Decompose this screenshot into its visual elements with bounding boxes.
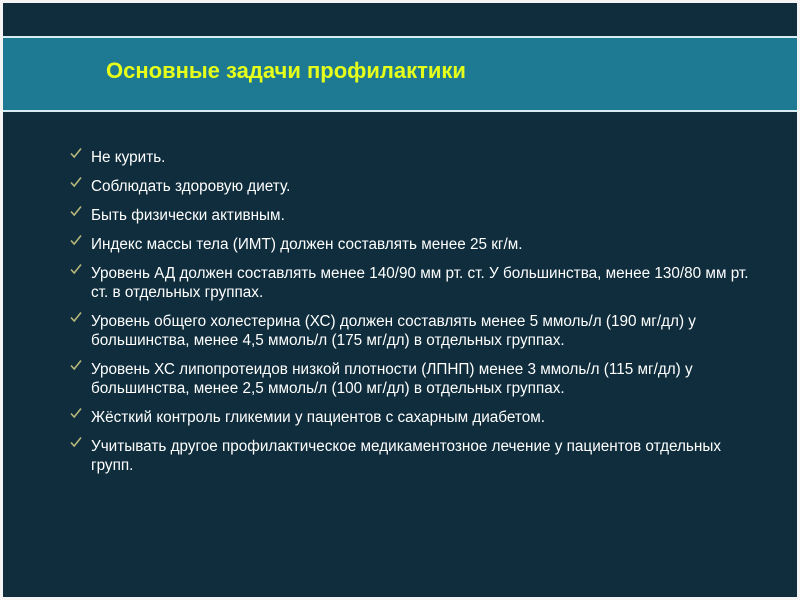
bullet-text: Индекс массы тела (ИМТ) должен составлять менее 25 кг/м. (91, 236, 523, 253)
bullet-text: Соблюдать здоровую диету. (91, 178, 291, 195)
bullet-item (69, 264, 759, 302)
bullet-item (69, 437, 759, 475)
check-icon (69, 262, 83, 276)
check-icon (69, 233, 83, 247)
check-icon (69, 435, 83, 449)
title-band (3, 36, 797, 112)
bullet-item (69, 408, 759, 427)
check-icon (69, 204, 83, 218)
bullet-text: Не курить. (91, 149, 166, 166)
slide (3, 3, 797, 597)
slide-content (69, 148, 759, 485)
bullet-text: Уровень АД должен составлять менее 140/90 мм рт. ст. У большинства, менее 130/80 мм рт. ст. в отдельных группах. (91, 265, 749, 301)
bullet-item (69, 206, 759, 225)
slide-title: Основные задачи профилактики (106, 58, 466, 83)
bullet-text: Уровень общего холестерина (ХС) должен составлять менее 5 ммоль/л (190 мг/дл) у большинства, менее 4,5 ммоль/л (175 мг/дл) в отдельных группах. (91, 313, 696, 349)
bullet-item (69, 360, 759, 398)
check-icon (69, 175, 83, 189)
check-icon (69, 146, 83, 160)
bullet-list (69, 148, 759, 475)
bullet-item (69, 148, 759, 167)
bullet-text: Быть физически активным. (91, 207, 285, 224)
check-icon (69, 310, 83, 324)
bullet-item (69, 177, 759, 196)
bullet-text: Жёсткий контроль гликемии у пациентов с сахарным диабетом. (91, 409, 546, 426)
bullet-text: Уровень ХС липопротеидов низкой плотности (ЛПНП) менее 3 ммоль/л (115 мг/дл) у большинства, менее 2,5 ммоль/л (100 мг/дл) в отдельных группах. (91, 361, 693, 397)
bullet-item (69, 235, 759, 254)
bullet-item (69, 312, 759, 350)
check-icon (69, 358, 83, 372)
bullet-text: Учитывать другое профилактическое медикаментозное лечение у пациентов отдельных групп. (91, 438, 721, 474)
check-icon (69, 406, 83, 420)
